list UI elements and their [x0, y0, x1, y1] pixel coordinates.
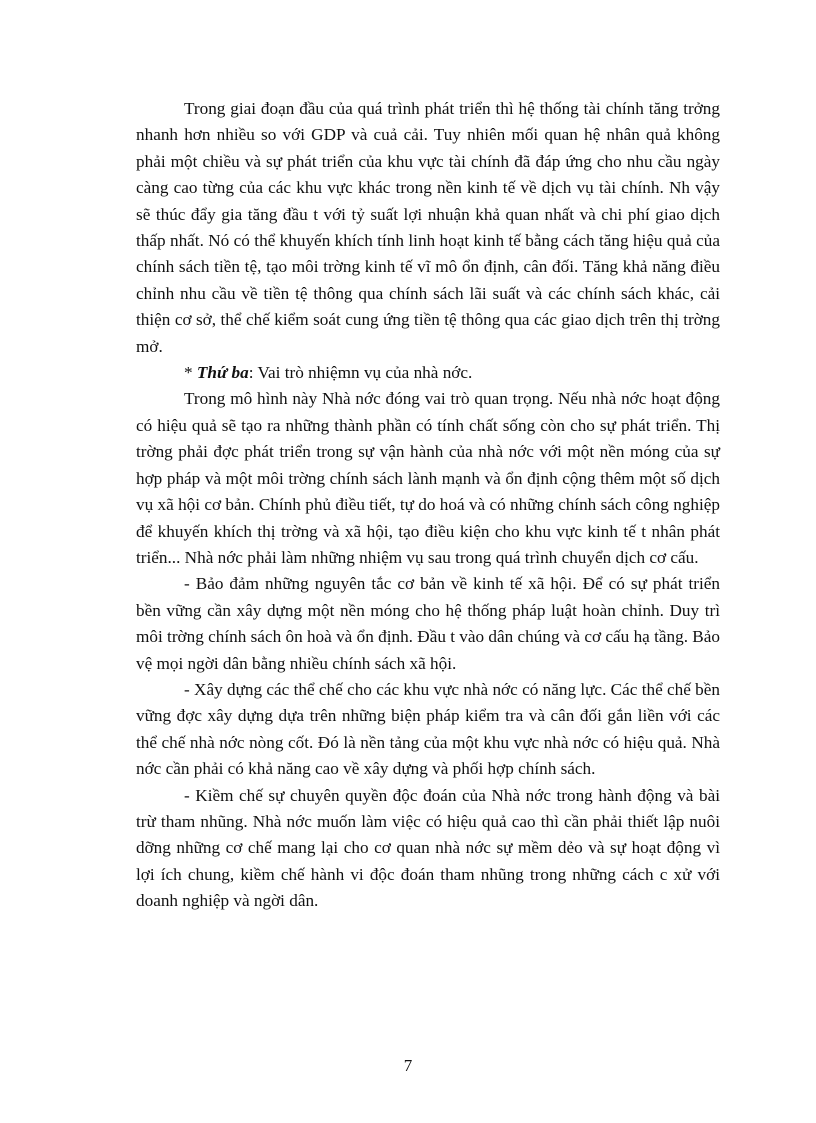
section-bullet: * [184, 363, 197, 383]
paragraph-state-role: Trong mô hình này Nhà nớc đóng vai trò quan trọng. Nếu nhà nớc hoạt động có hiệu quả sẽ tạo ra những thành phần có tính chất sống còn cho sự phát triển. Thị trờng phải đợc phát triển trong sự vận hành của nhà nớc với một nền móng của sự hợp pháp và một môi trờng chính sách lành mạnh và ổn định cộng thêm một số dịch vụ xã hội cơ bản. Chính phủ điều tiết, tự do hoá và có những chính sách công nghiệp để khuyến khích thị trờng và xã hội, tạo điều kiện cho khu vực kinh tế t nhân phát triển... Nhà nớc phải làm những nhiệm vụ sau trong quá trình chuyển dịch cơ cấu. [136, 389, 720, 567]
paragraph-duty-2: - Xây dựng các thể chế cho các khu vực nhà nớc có năng lực. Các thể chế bền vững đợc xây dựng dựa trên những biện pháp kiểm tra và cân đối gắn liền với các thể chế nhà nớc nòng cốt. Đó là nền tảng của một khu vực nhà nớc có hiệu quả. Nhà nớc cần phải có khả năng cao về xây dựng và phối hợp chính sách. [136, 679, 720, 779]
paragraph-duty-1: - Bảo đảm những nguyên tắc cơ bản về kinh tế xã hội. Để có sự phát triển bền vững cần xây dựng một nền móng cho hệ thống pháp luật hoàn chỉnh. Duy trì môi trờng chính sách ôn hoà và ổn định. Đầu t vào dân chúng và cơ cấu hạ tầng. Bảo vệ mọi ngời dân bằng nhiều chính sách xã hội. [136, 574, 720, 673]
paragraph-financial-system: Trong giai đoạn đầu của quá trình phát triển thì hệ thống tài chính tăng trởng nhanh hơn nhiều so với GDP và cuả cải. Tuy nhiên mối quan hệ nhân quả không phải một chiều và sự phát triển của khu vực tài chính đã đáp ứng cho nhu cầu ngày càng cao từng của các khu vực khác trong nền kinh tế về dịch vụ tài chính. Nh vậy sẽ thúc đẩy gia tăng đầu t với tỷ suất lợi nhuận khả quan nhất và chi phí giao dịch thấp nhất. Nó có thể khuyến khích tính linh hoạt kinh tế bằng cách tăng hiệu quả của chính sách tiền tệ, tạo môi trờng kinh tế vĩ mô ổn định, cân đối. Tăng khả năng điều chỉnh nhu cầu về tiền tệ thông qua chính sách lãi suất và các chính sách khác, cải thiện cơ sở, thể chế kiểm soát cung ứng tiền tệ thông qua các giao dịch trên thị trờng mở. [136, 99, 720, 356]
page-number: 7 [403, 1056, 413, 1075]
section-label: Thứ ba [196, 363, 249, 383]
paragraph-duty-3: - Kiềm chế sự chuyên quyền độc đoán của Nhà nớc trong hành động và bài trừ tham nhũng. Nhà nớc muốn làm việc có hiệu quả cao thì cần phải thiết lập nuôi dỡng những cơ chế mang lại cho cơ quan nhà nớc sự mềm dẻo và sự hoạt động vì lợi ích chung, kiềm chế hành vi độc đoán tham nhũng trong những cách c xử với doanh nghiệp và ngời dân. [136, 785, 720, 911]
section-title-text: : Vai trò nhiệmn vụ của nhà nớc. [248, 363, 473, 383]
section-heading-third-role [136, 360, 720, 386]
page-body [136, 96, 720, 915]
